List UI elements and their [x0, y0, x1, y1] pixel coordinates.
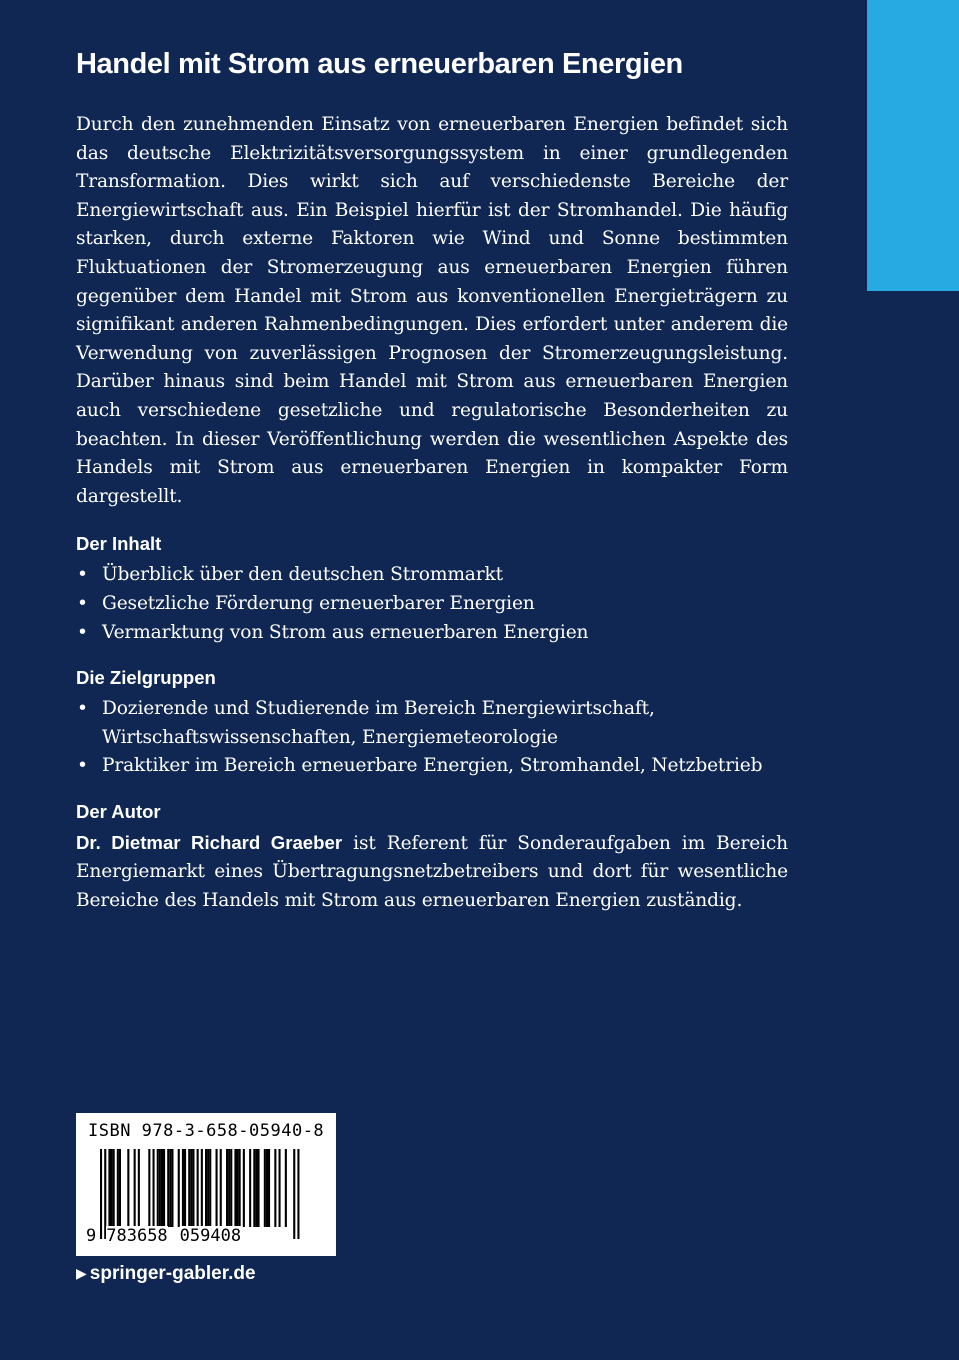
arrow-right-icon: ▶: [76, 1265, 87, 1281]
barcode-bar: [192, 1149, 194, 1227]
barcode-bar: [243, 1149, 245, 1227]
intro-paragraph: Durch den zunehmenden Einsatz von erneuerbaren Energien befindet sich das deutsche Elektrizitätsversorgungssystem in einer grundlegenden Transformation. Dies wirkt sich auf verschiedenste Bereiche der Energiewirtschaft aus. Ein Beispiel hierfür ist der Stromhandel. Die häufig starken, durch externe Faktoren wie Wind und Sonne bestimmten Fluktuationen der Stromerzeugung aus erneuerbaren Energien führen gegenüber dem Handel mit Strom aus konventionellen Energieträgern zu signifikant anderen Rahmenbedingungen. Dies erfordert unter anderem die Verwendung von zuverlässigen Prognosen der Stromerzeugungsleistung. Darüber hinaus sind beim Handel mit Strom aus erneuerbaren Energien auch verschiedene gesetzliche und regulatorische Besonderheiten zu beachten. In dieser Veröffentlichung werden die wesentlichen Aspekte des Handels mit Strom aus erneuerbaren Energien in kompakter Form dargestellt.: [76, 114, 788, 507]
barcode-bar: [285, 1149, 287, 1227]
list-item-text: Vermarktung von Strom aus erneuerbaren Energien: [102, 621, 589, 643]
list-item: [76, 619, 788, 648]
bullet-icon: •: [77, 592, 88, 614]
contents-heading: Der Inhalt: [76, 533, 162, 555]
barcode-bar: [228, 1149, 230, 1227]
barcode-bar: [268, 1149, 270, 1227]
list-item: [76, 590, 788, 619]
bullet-icon: •: [77, 755, 88, 777]
barcode-bar: [182, 1149, 184, 1227]
author-bio-text: ist Referent für Sonderaufgaben im Bereich Energiemarkt eines Übertragungsnetzbetreibers und dort für wesentliche Bereiche des Handels mit Strom aus erneuerbaren Energien zuständig.: [76, 832, 788, 912]
ean-right-digits: 059408: [179, 1226, 242, 1246]
list-item: [76, 695, 788, 752]
barcode-bar: [108, 1149, 110, 1227]
barcode-bar: [220, 1149, 222, 1227]
list-item-text: Überblick über den deutschen Strommarkt: [102, 564, 503, 586]
barcode-bar: [279, 1149, 281, 1227]
barcode-bar: [184, 1149, 186, 1227]
barcode-bar: [178, 1149, 180, 1227]
ean-left-digits: 783658: [106, 1226, 168, 1246]
barcode-bar: [188, 1149, 190, 1227]
back-cover-content: [76, 44, 788, 916]
barcode-bar: [138, 1149, 140, 1227]
bullet-icon: •: [77, 564, 88, 586]
barcode-guard-bar: [297, 1149, 299, 1239]
barcode-bar: [237, 1149, 239, 1227]
list-item: [76, 561, 788, 590]
barcode-bar: [148, 1149, 150, 1227]
barcode-bar: [274, 1149, 276, 1227]
list-item-text: Dozierende und Studierende im Bereich Energiewirtschaft, Wirtschaftswissenschaften, Energiemeteorologie: [102, 698, 655, 748]
barcode-bar: [167, 1149, 169, 1227]
contents-list: [76, 561, 788, 647]
barcode-bar: [163, 1149, 165, 1227]
list-item: [76, 752, 788, 781]
barcode-bar: [171, 1149, 173, 1227]
barcode-bar: [111, 1149, 113, 1227]
bullet-icon: •: [77, 621, 88, 643]
barcode-bar: [117, 1149, 119, 1227]
barcode-bar: [190, 1149, 192, 1227]
barcode-bar: [255, 1149, 257, 1227]
barcode-bar: [205, 1149, 207, 1227]
publisher-link[interactable]: [76, 1260, 256, 1287]
barcode-bar: [266, 1149, 268, 1227]
barcode-bar: [159, 1149, 161, 1227]
audience-heading: Die Zielgruppen: [76, 667, 216, 689]
barcode-bar: [119, 1149, 121, 1227]
barcode-bar: [134, 1149, 136, 1227]
barcode-bar: [264, 1149, 266, 1227]
author-bio: [76, 829, 788, 916]
ean-digits: [86, 1226, 241, 1246]
barcode-bar: [226, 1149, 228, 1227]
bullet-icon: •: [77, 698, 88, 720]
author-name: Dr. Dietmar Richard Graeber: [76, 831, 343, 853]
barcode-bar: [113, 1149, 115, 1227]
list-item-text: Gesetzliche Förderung erneuerbarer Energien: [102, 592, 535, 614]
barcode-bar: [161, 1149, 163, 1227]
barcode-bar: [234, 1149, 236, 1227]
isbn-barcode: [76, 1113, 336, 1256]
barcode-bar: [230, 1149, 232, 1227]
barcode-bar: [253, 1149, 255, 1227]
barcode-bar: [169, 1149, 171, 1227]
barcode-bar: [249, 1149, 251, 1227]
barcode-bar: [127, 1149, 129, 1227]
publisher-url: springer-gabler.de: [89, 1263, 256, 1284]
author-heading: Der Autor: [76, 800, 161, 822]
barcode-guard-bar: [293, 1149, 295, 1239]
accent-bar: [867, 0, 959, 291]
barcode-bar: [216, 1149, 218, 1227]
barcode-bar: [258, 1149, 260, 1227]
barcode-bar: [209, 1149, 211, 1227]
list-item-text: Praktiker im Bereich erneuerbare Energien, Stromhandel, Netzbetrieb: [102, 755, 763, 777]
barcode-bar: [153, 1149, 155, 1227]
book-title: Handel mit Strom aus erneuerbaren Energien: [76, 48, 683, 80]
ean-first-digit: 9: [86, 1226, 97, 1246]
barcode-bar: [157, 1149, 159, 1227]
barcode-bar: [207, 1149, 209, 1227]
barcode-bar: [239, 1149, 241, 1227]
isbn-number: ISBN 978-3-658-05940-8: [88, 1121, 325, 1141]
audience-list: [76, 695, 788, 781]
